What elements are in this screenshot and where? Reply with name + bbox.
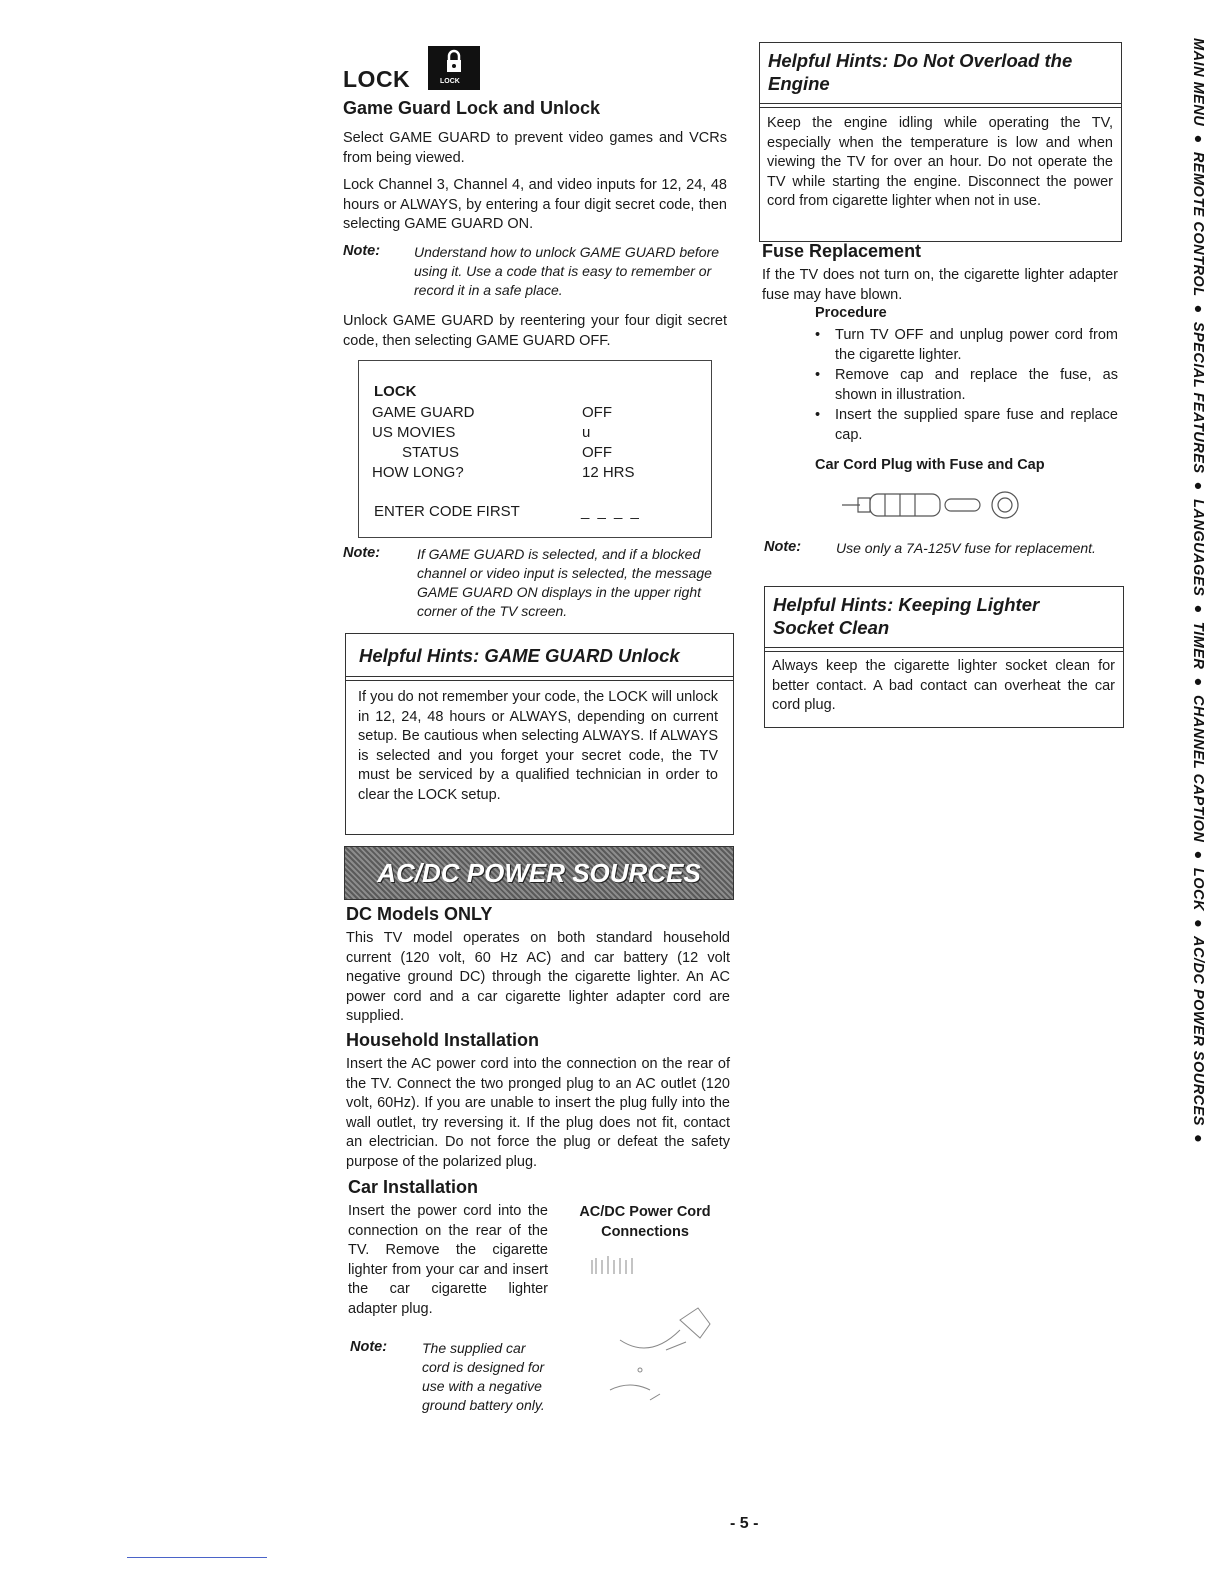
banner-text: AC/DC POWER SOURCES xyxy=(377,858,701,888)
paragraph: Insert the AC power cord into the connection on the rear of the TV. Connect the two pronged plug to an AC outlet (120 volt, 60Hz). If you are unable to insert the plug fully into the wall outlet, try reversing it. If the plug does not fit, contact an electrician. Do not force the plug or defeat the safety purpose of the polarized plug. xyxy=(346,1056,730,1170)
list-item: • Remove cap and replace the fuse, as shown in illustration. xyxy=(835,365,1118,405)
section-banner xyxy=(344,846,734,900)
note-label: Note: xyxy=(350,1339,388,1355)
hint-box-engine xyxy=(759,42,1122,242)
figure-caption: AC/DC Power Cord Connections xyxy=(579,1204,711,1240)
lock-icon xyxy=(428,46,480,90)
hint-box-game-guard xyxy=(345,633,734,835)
note-text: Use only a 7A-125V fuse for replacement. xyxy=(836,540,1096,556)
paragraph: Lock Channel 3, Channel 4, and video inputs for 12, 24, 48 hours or ALWAYS, by entering a four digit secret code, then selecting GAME GUARD ON. xyxy=(343,177,727,232)
hint-box-socket xyxy=(764,586,1124,728)
hint-text: Always keep the cigarette lighter socket clean for better contact. A bad contact can overheat the car cord plug. xyxy=(772,658,1115,713)
fuse-title: Fuse Replacement xyxy=(762,241,922,261)
procedure-label: Procedure xyxy=(815,305,887,321)
lock-icon-label: LOCK xyxy=(440,78,460,85)
section-subtitle: Game Guard Lock and Unlock xyxy=(343,98,601,118)
paragraph: Insert the power cord into the connection on the rear of the TV. Remove the cigarette lighter from your car and insert the car cigarette lighter adapter plug. xyxy=(348,1203,548,1317)
page-number: - 5 - xyxy=(730,1515,759,1532)
hint-title: Helpful Hints: Do Not Overload the Engine xyxy=(768,50,1073,94)
divider xyxy=(346,680,733,681)
note-label: Note: xyxy=(764,539,802,555)
menu-footer-label: ENTER CODE FIRST xyxy=(374,503,520,520)
note-text: If GAME GUARD is selected, and if a blocked channel or video input is selected, the message GAME GUARD ON displays in the upper right corner of the TV screen. xyxy=(417,546,712,619)
household-title: Household Installation xyxy=(346,1030,540,1050)
side-navigation-tab: MAIN MENU ● REMOTE CONTROL ● SPECIAL FEATURES ● LANGUAGES ● TIMER ● CHANNEL CAPTION ● LOCK ● AC/DC POWER SOURCES ● xyxy=(1190,38,1206,1148)
note-text: The supplied car cord is designed for use with a negative ground battery only. xyxy=(422,1340,545,1413)
paragraph: This TV model operates on both standard household current (120 volt, 60 Hz AC) and car battery (12 volt negative ground DC) through the cigarette lighter. An AC power cord and a car cigarette lighter adapter cord are supplied. xyxy=(346,930,730,1024)
note-label: Note: xyxy=(343,243,381,259)
divider xyxy=(760,103,1121,104)
lock-menu-screen xyxy=(358,360,712,538)
menu-row: HOW LONG? 12 HRS xyxy=(372,464,635,481)
hint-title: Helpful Hints: Keeping Lighter Socket Clean xyxy=(773,594,1040,638)
power-cord-illustration xyxy=(580,1250,730,1430)
hint-text: If you do not remember your code, the LOCK will unlock in 12, 24, 48 hours or ALWAYS, depending on current setup. Be cautious when selecting ALWAYS. If ALWAYS is selected and you forget your secret code, the TV must be serviced by a qualified technician in order to clear the LOCK setup. xyxy=(358,689,718,803)
plug-caption: Car Cord Plug with Fuse and Cap xyxy=(815,457,1045,473)
hint-text: Keep the engine idling while operating the TV, especially when the temperature is low and when viewing the TV for over an hour. Do not operate the TV while starting the engine. Disconnect the power cord from cigarette lighter when not in use. xyxy=(767,115,1113,209)
paragraph: Unlock GAME GUARD by reentering your four digit secret code, then selecting GAME GUARD OFF. xyxy=(343,313,727,349)
lock-title: LOCK xyxy=(343,66,411,92)
footer-rule xyxy=(127,1557,267,1558)
dc-title: DC Models ONLY xyxy=(346,904,493,924)
divider xyxy=(760,107,1121,108)
divider xyxy=(765,651,1123,652)
divider xyxy=(765,647,1123,648)
procedure-list xyxy=(799,325,1118,445)
hint-title: Helpful Hints: GAME GUARD Unlock xyxy=(359,645,680,666)
car-title: Car Installation xyxy=(348,1177,479,1197)
divider xyxy=(346,676,733,677)
menu-row: STATUS OFF xyxy=(402,444,612,461)
list-item: • Turn TV OFF and unplug power cord from the cigarette lighter. xyxy=(835,325,1118,365)
paragraph: Select GAME GUARD to prevent video games and VCRs from being viewed. xyxy=(343,130,727,166)
note-label: Note: xyxy=(343,545,381,561)
menu-row: US MOVIES u xyxy=(372,424,591,441)
note-text: Understand how to unlock GAME GUARD before using it. Use a code that is easy to remember or record it in a safe place. xyxy=(414,244,720,298)
list-item: • Insert the supplied spare fuse and replace cap. xyxy=(835,405,1118,445)
menu-row: GAME GUARD OFF xyxy=(372,404,612,421)
menu-code-slots: _ _ _ _ xyxy=(581,503,641,520)
menu-title: LOCK xyxy=(374,383,417,400)
paragraph: If the TV does not turn on, the cigarette lighter adapter fuse may have blown. xyxy=(762,267,1118,303)
car-plug-illustration xyxy=(840,484,1040,526)
